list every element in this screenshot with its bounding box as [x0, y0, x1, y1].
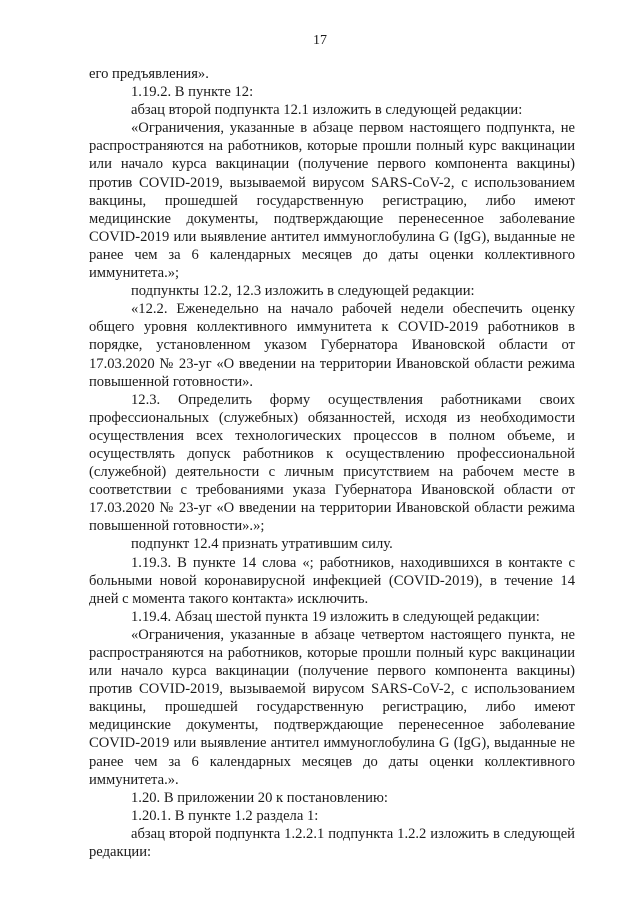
paragraph: «Ограничения, указанные в абзаце четвертом настоящего пункта, не распространяются на работников, которые прошли полный курс вакцинации или начало курса вакцинации (получение первого компонента вакцины) против COVID-2019, вызываемой вирусом SARS-CoV-2, с использованием вакцины, прошедшей государственную регистрацию, либо имеют медицинские документы, подтверждающие перенесенное заболевание COVID-2019 или выявление антител иммуноглобулина G (IgG), выданные не ранее чем за 6 календарных месяцев до даты оценки коллективного иммунитета.».: [89, 626, 575, 788]
document-body: [89, 65, 575, 861]
paragraph: 1.19.3. В пункте 14 слова «; работников, находившихся в контакте с больными новой коронавирусной инфекцией (COVID-2019), в течение 14 дней с момента такого контакта» исключить.: [89, 554, 575, 607]
paragraph: абзац второй подпункта 12.1 изложить в следующей редакции:: [131, 102, 523, 119]
paragraph: 1.20.1. В пункте 1.2 раздела 1:: [131, 807, 319, 824]
paragraph: подпункты 12.2, 12.3 изложить в следующей редакции:: [131, 283, 475, 300]
paragraph: 12.3. Определить форму осуществления работниками своих профессиональных (служебных) обязанностей, исходя из необходимости осуществления всех технологических процессов в полном объеме, и осуществлять допуск работников к осуществлению профессиональной (служебной) деятельности с личным присутствием на рабочем месте в соответствии с требованиями указа Губернатора Ивановской области от 17.03.2020 № 23-уг «О введении на территории Ивановской области режима повышенной готовности».»;: [89, 391, 575, 535]
paragraph: «12.2. Еженедельно на начало рабочей недели обеспечить оценку общего уровня коллективного иммунитета к COVID-2019 работников в порядке, установленном указом Губернатора Ивановской области от 17.03.2020 № 23-уг «О введении на территории Ивановской области режима повышенной готовности».: [89, 301, 575, 390]
page-number: 17: [313, 33, 327, 48]
paragraph: 1.19.4. Абзац шестой пункта 19 изложить в следующей редакции:: [131, 608, 540, 625]
paragraph: 1.19.2. В пункте 12:: [131, 84, 254, 101]
paragraph: «Ограничения, указанные в абзаце первом настоящего подпункта, не распространяются на работников, которые прошли полный курс вакцинации или начало курса вакцинации (получение первого компонента вакцины) против COVID-2019, вызываемой вирусом SARS-CoV-2, с использованием вакцины, прошедшей государственную регистрацию, либо имеют медицинские документы, подтверждающие перенесенное заболевание COVID-2019 или выявление антител иммуноглобулина G (IgG), выданные не ранее чем за 6 календарных месяцев до даты оценки коллективного иммунитета.»;: [89, 120, 575, 282]
paragraph: его предъявления».: [89, 66, 209, 82]
paragraph: 1.20. В приложении 20 к постановлению:: [131, 789, 388, 806]
paragraph: подпункт 12.4 признать утратившим силу.: [131, 536, 393, 553]
paragraph: абзац второй подпункта 1.2.2.1 подпункта 1.2.2 изложить в следующей редакции:: [89, 825, 575, 861]
